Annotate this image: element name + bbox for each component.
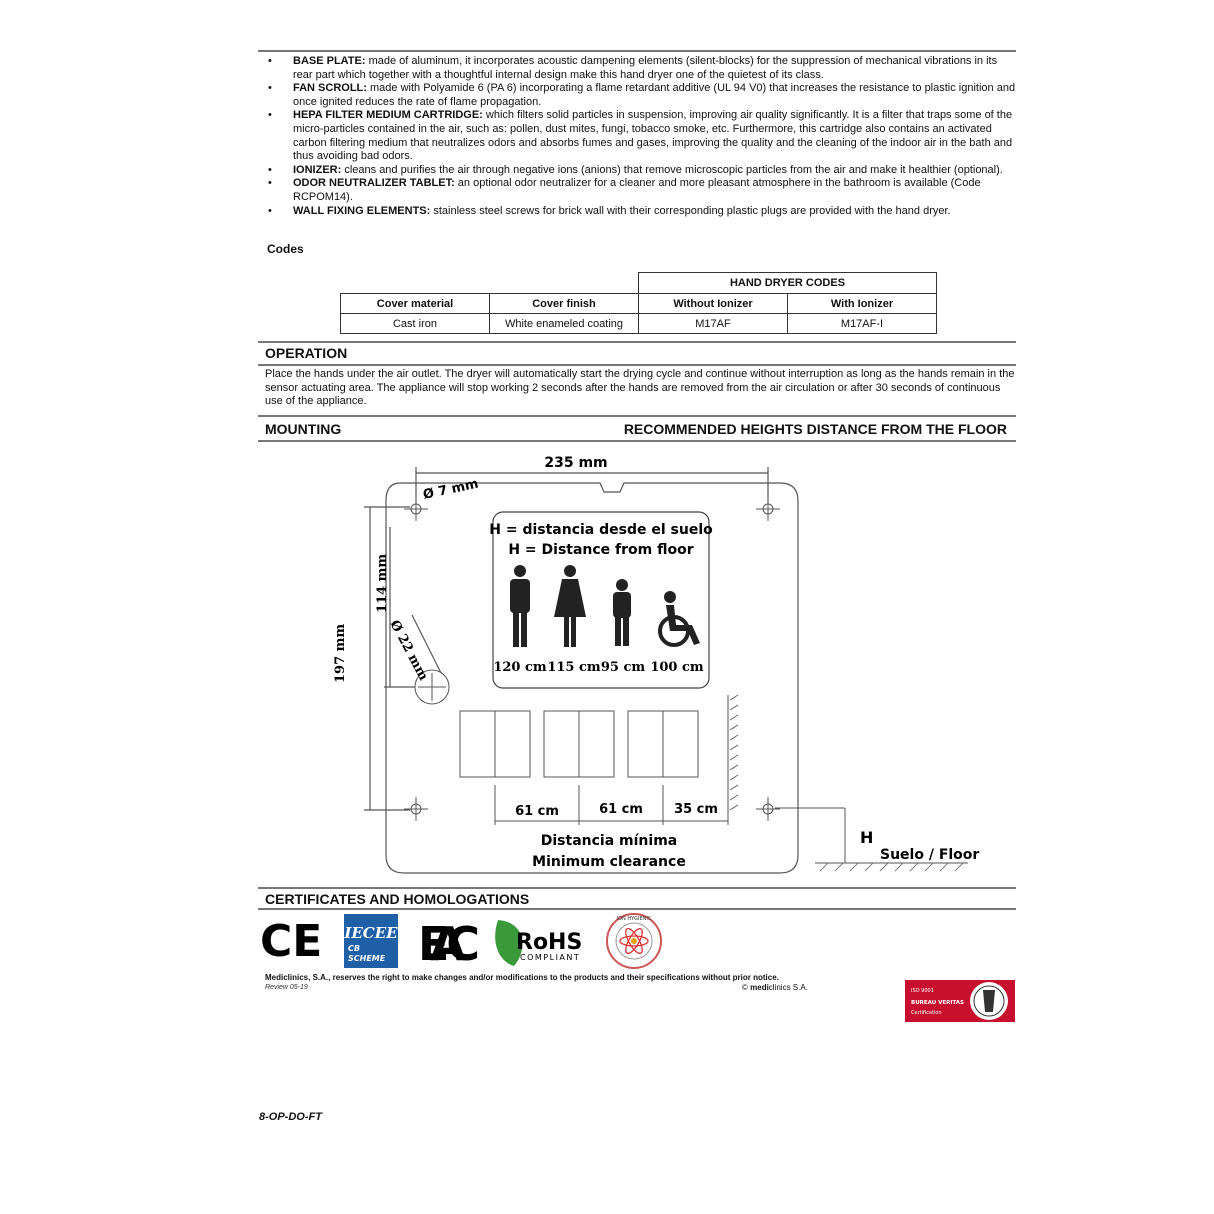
list-item: • ODOR NEUTRALIZER TABLET: an optional odor neutralizer for a cleaner and more pleasant atmosphere in the bathroom is available (Code RCPOM14). bbox=[266, 177, 1016, 204]
height-label: 95 cm bbox=[600, 660, 646, 675]
operation-text: Place the hands under the air outlet. The dryer will automatically start the drying cycle and continue without interruption as long as the hands remain in the sensor actuating area. The appliance will stop working 2 seconds after the hands are removed from the air circulation or after 30 seconds of continuous use of the appliance. bbox=[265, 368, 1015, 408]
svg-text:COMPLIANT: COMPLIANT bbox=[520, 953, 581, 962]
document-code: 8-OP-DO-FT bbox=[259, 1111, 322, 1123]
svg-text:Certification: Certification bbox=[911, 1010, 942, 1016]
disclaimer: Mediclinics, S.A., reserves the right to make changes and/or modifications to the products and their specifications without prior notice. bbox=[265, 973, 779, 982]
mounting-diagram bbox=[320, 445, 980, 885]
eac-icon bbox=[418, 917, 480, 971]
hole-small-label: Ø 7 mm bbox=[421, 476, 480, 503]
svg-text:RoHS: RoHS bbox=[516, 930, 583, 955]
mounting-title: MOUNTING bbox=[265, 421, 342, 437]
top-rule bbox=[258, 50, 1016, 52]
group-header: HAND DRYER CODES bbox=[639, 273, 937, 294]
rule bbox=[258, 415, 1016, 417]
table-cell: M17AF bbox=[639, 314, 788, 334]
width-label: 235 mm bbox=[544, 455, 608, 471]
svg-text:EAC: EAC bbox=[418, 917, 480, 971]
svg-text:CB: CB bbox=[348, 944, 360, 953]
rohs-icon bbox=[495, 920, 582, 966]
clearance-es: Distancia mínima bbox=[540, 833, 678, 849]
rule bbox=[258, 341, 1016, 343]
gap-label: 61 cm bbox=[515, 804, 559, 819]
svg-text:BUREAU VERITAS: BUREAU VERITAS bbox=[911, 1000, 964, 1006]
table-header: Cover finish bbox=[490, 294, 639, 314]
copyright: © mediclinics S.A. bbox=[742, 983, 808, 992]
height-114-label: 114 mm bbox=[375, 553, 390, 613]
list-item: • WALL FIXING ELEMENTS: stainless steel screws for brick wall with their corresponding plastic plugs are provided with the hand dryer. bbox=[266, 205, 1016, 219]
height-label: 100 cm bbox=[650, 660, 704, 675]
hole-large-label: Ø 22 mm bbox=[386, 617, 431, 684]
table-cell: White enameled coating bbox=[490, 314, 639, 334]
svg-text:ISO 9001: ISO 9001 bbox=[911, 988, 934, 994]
codes-table bbox=[340, 272, 937, 334]
feature-list bbox=[266, 55, 1016, 218]
rule bbox=[258, 887, 1016, 889]
ion-hygienic-icon bbox=[607, 914, 661, 968]
review-code: Review 05-19 bbox=[265, 984, 308, 991]
h-label: H bbox=[860, 828, 874, 847]
list-item: • HEPA FILTER MEDIUM CARTRIDGE: which filters solid particles in suspension, improving air quality significantly. It is a filter that traps some of the micro-particles contained in the air, such as: pollen, dust mites, fungi, tobacco smoke, etc. Furthermore, this cartridge also contains an activated carbon filtering medium that neutralizes odors and absorbs fumes and gases, improving the quality and the cleaning of the indoor air in the bath and thus avoiding bad odors. bbox=[266, 109, 1016, 163]
rule bbox=[258, 364, 1016, 366]
rule bbox=[258, 440, 1016, 442]
legend-es: H = distancia desde el suelo bbox=[489, 522, 713, 538]
table-header: Cover material bbox=[341, 294, 490, 314]
certificate-logos bbox=[258, 910, 678, 972]
list-item: • IONIZER: cleans and purifies the air through negative ions (anions) that remove microscopic particles from the air and make it healthier (optional). bbox=[266, 164, 1016, 178]
svg-text:SCHEME: SCHEME bbox=[348, 954, 386, 963]
iecee-icon bbox=[343, 914, 398, 968]
floor-label: Suelo / Floor bbox=[880, 847, 980, 863]
height-label: 115 cm bbox=[547, 660, 601, 675]
legend-en: H = Distance from floor bbox=[508, 542, 694, 558]
svg-text:IECEE: IECEE bbox=[344, 924, 398, 942]
ce-mark-icon bbox=[260, 916, 322, 967]
bureau-veritas-logo bbox=[905, 980, 1015, 1022]
certificates-title: CERTIFICATES AND HOMOLOGATIONS bbox=[265, 891, 530, 907]
svg-text:ION HYGIENIC: ION HYGIENIC bbox=[616, 916, 652, 922]
list-item: • FAN SCROLL: made with Polyamide 6 (PA 6) incorporating a flame retardant additive (UL 94 V0) that increases the resistance to plastic ignition and once ignited reduces the rate of flame propagation. bbox=[266, 82, 1016, 109]
svg-text:CE: CE bbox=[260, 916, 323, 967]
gap-label: 35 cm bbox=[674, 802, 718, 817]
height-label: 120 cm bbox=[493, 660, 547, 675]
clearance-en: Minimum clearance bbox=[532, 854, 686, 870]
table-header: With Ionizer bbox=[788, 294, 937, 314]
operation-title: OPERATION bbox=[265, 345, 348, 361]
table-cell: Cast iron bbox=[341, 314, 490, 334]
gap-label: 61 cm bbox=[599, 802, 643, 817]
list-item: • BASE PLATE: made of aluminum, it incorporates acoustic dampening elements (silent-blocks) for the suppression of mechanical vibrations in its rear part which together with a thoughtful internal design make this hand dryer one of the quietest of its class. bbox=[266, 55, 1016, 82]
codes-label: Codes bbox=[267, 242, 304, 256]
height-197-label: 197 mm bbox=[333, 623, 348, 683]
table-header: Without Ionizer bbox=[639, 294, 788, 314]
table-cell: M17AF-I bbox=[788, 314, 937, 334]
heights-title: RECOMMENDED HEIGHTS DISTANCE FROM THE FLOOR bbox=[623, 421, 1007, 437]
